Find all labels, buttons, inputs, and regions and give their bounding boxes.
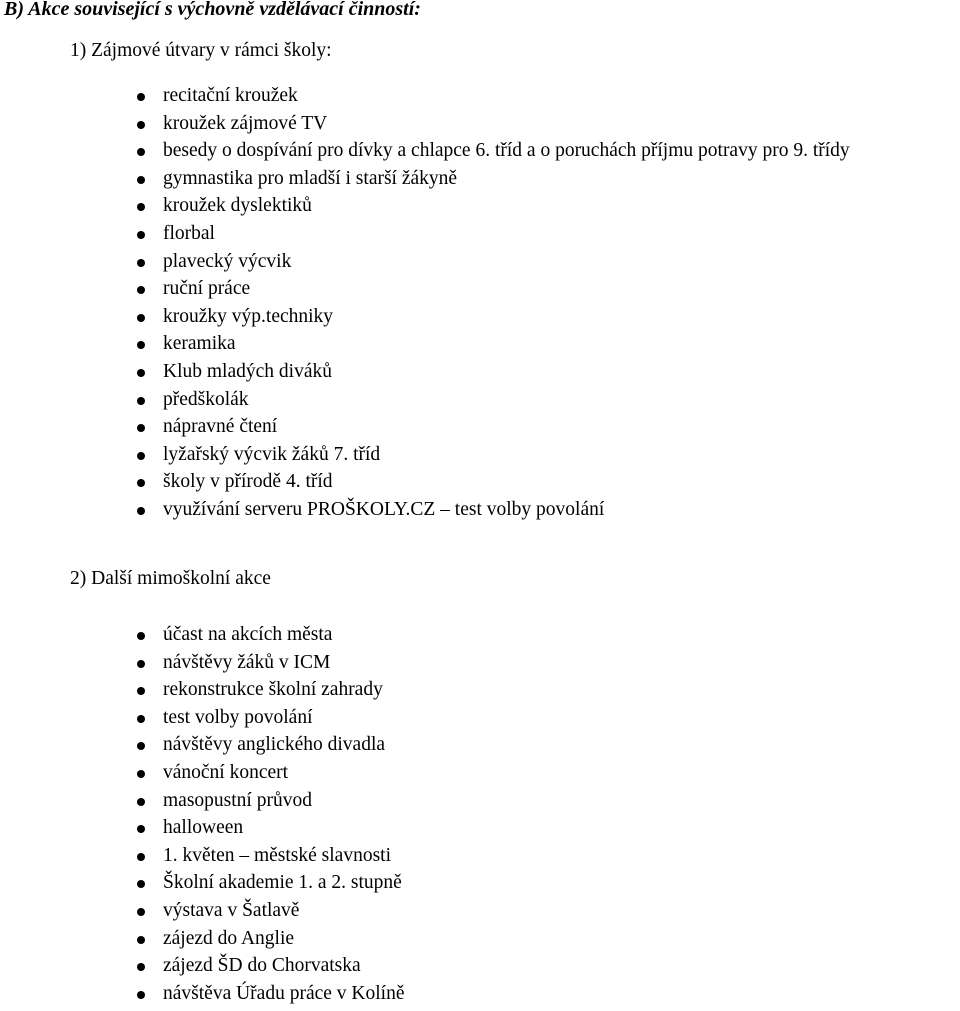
list-item-text: plavecký výcvik bbox=[163, 250, 292, 272]
part1-heading: 1) Zájmové útvary v rámci školy: bbox=[70, 40, 332, 61]
bullet-icon bbox=[137, 798, 145, 806]
bullet-icon bbox=[137, 341, 145, 349]
bullet-icon bbox=[137, 687, 145, 695]
list-item-text: Klub mladých diváků bbox=[163, 360, 332, 382]
bullet-icon bbox=[137, 286, 145, 294]
part1-list bbox=[136, 82, 850, 524]
bullet-icon bbox=[137, 259, 145, 267]
list-item-text: lyžařský výcvik žáků 7. tříd bbox=[163, 443, 381, 465]
bullet-icon bbox=[137, 908, 145, 916]
list-item bbox=[136, 869, 404, 897]
part2-heading: 2) Další mimoškolní akce bbox=[70, 568, 271, 589]
list-item bbox=[136, 676, 404, 704]
list-item-text: gymnastika pro mladší i starší žákyně bbox=[163, 167, 458, 189]
bullet-icon bbox=[137, 93, 145, 101]
list-item bbox=[136, 330, 850, 358]
list-item-text: 1. květen – městské slavnosti bbox=[163, 844, 392, 866]
bullet-icon bbox=[137, 203, 145, 211]
list-item bbox=[136, 704, 404, 732]
bullet-icon bbox=[137, 479, 145, 487]
list-item-text: rekonstrukce školní zahrady bbox=[163, 679, 383, 701]
list-item bbox=[136, 731, 404, 759]
list-item bbox=[136, 275, 850, 303]
list-item-text: florbal bbox=[163, 222, 215, 244]
list-item bbox=[136, 468, 850, 496]
list-item bbox=[136, 842, 404, 870]
bullet-icon bbox=[137, 715, 145, 723]
bullet-icon bbox=[137, 148, 145, 156]
list-item bbox=[136, 925, 404, 953]
list-item bbox=[136, 952, 404, 980]
list-item bbox=[136, 110, 850, 138]
bullet-icon bbox=[137, 176, 145, 184]
section-heading: B) Akce související s výchovně vzdělávací činností: bbox=[4, 0, 421, 20]
list-item-text: masopustní průvod bbox=[163, 789, 312, 811]
list-item bbox=[136, 496, 850, 524]
list-item-text: využívání serveru PROŠKOLY.CZ – test volby povolání bbox=[163, 498, 605, 520]
bullet-icon bbox=[137, 880, 145, 888]
list-item-text: zájezd do Anglie bbox=[163, 927, 295, 949]
bullet-icon bbox=[137, 632, 145, 640]
list-item bbox=[136, 413, 850, 441]
list-item bbox=[136, 759, 404, 787]
list-item bbox=[136, 787, 404, 815]
bullet-icon bbox=[137, 507, 145, 515]
bullet-icon bbox=[137, 231, 145, 239]
list-item bbox=[136, 358, 850, 386]
bullet-icon bbox=[137, 742, 145, 750]
bullet-icon bbox=[137, 770, 145, 778]
bullet-icon bbox=[137, 121, 145, 129]
bullet-icon bbox=[137, 314, 145, 322]
list-item bbox=[136, 897, 404, 925]
list-item bbox=[136, 248, 850, 276]
list-item-text: kroužky výp.techniky bbox=[163, 305, 334, 327]
bullet-icon bbox=[137, 424, 145, 432]
list-item-text: návštěvy žáků v ICM bbox=[163, 651, 331, 673]
list-item-text: zájezd ŠD do Chorvatska bbox=[163, 955, 361, 977]
list-item-text: keramika bbox=[163, 333, 236, 355]
list-item bbox=[136, 980, 404, 1008]
list-item-text: ruční práce bbox=[163, 278, 251, 300]
list-item bbox=[136, 137, 850, 165]
list-item bbox=[136, 814, 404, 842]
list-item bbox=[136, 220, 850, 248]
bullet-icon bbox=[137, 660, 145, 668]
list-item bbox=[136, 192, 850, 220]
part2-list bbox=[136, 621, 404, 1007]
list-item-text: kroužek dyslektiků bbox=[163, 195, 312, 217]
list-item-text: recitační kroužek bbox=[163, 85, 298, 106]
bullet-icon bbox=[137, 853, 145, 861]
list-item-text: test volby povolání bbox=[163, 706, 313, 728]
list-item bbox=[136, 386, 850, 414]
list-item-text: kroužek zájmové TV bbox=[163, 112, 328, 134]
list-item bbox=[136, 303, 850, 331]
list-item-text: školy v přírodě 4. tříd bbox=[163, 471, 333, 493]
list-item-text: vánoční koncert bbox=[163, 761, 289, 783]
list-item-text: předškolák bbox=[163, 388, 249, 410]
list-item-text: výstava v Šatlavě bbox=[163, 899, 300, 921]
bullet-icon bbox=[137, 963, 145, 971]
bullet-icon bbox=[137, 369, 145, 377]
list-item-text: halloween bbox=[163, 817, 244, 839]
list-item-text: Školní akademie 1. a 2. stupně bbox=[163, 872, 402, 894]
list-item bbox=[136, 441, 850, 469]
list-item bbox=[136, 621, 404, 649]
list-item bbox=[136, 649, 404, 677]
list-item bbox=[136, 82, 850, 110]
bullet-icon bbox=[137, 452, 145, 460]
bullet-icon bbox=[137, 397, 145, 405]
bullet-icon bbox=[137, 825, 145, 833]
bullet-icon bbox=[137, 936, 145, 944]
list-item-text: návštěvy anglického divadla bbox=[163, 734, 386, 756]
list-item-text: účast na akcích města bbox=[163, 624, 333, 645]
list-item bbox=[136, 165, 850, 193]
list-item-text: návštěva Úřadu práce v Kolíně bbox=[163, 982, 405, 1004]
bullet-icon bbox=[137, 991, 145, 999]
list-item-text: nápravné čtení bbox=[163, 416, 278, 438]
list-item-text: besedy o dospívání pro dívky a chlapce 6. tříd a o poruchách příjmu potravy pro 9. třídy bbox=[163, 140, 850, 162]
